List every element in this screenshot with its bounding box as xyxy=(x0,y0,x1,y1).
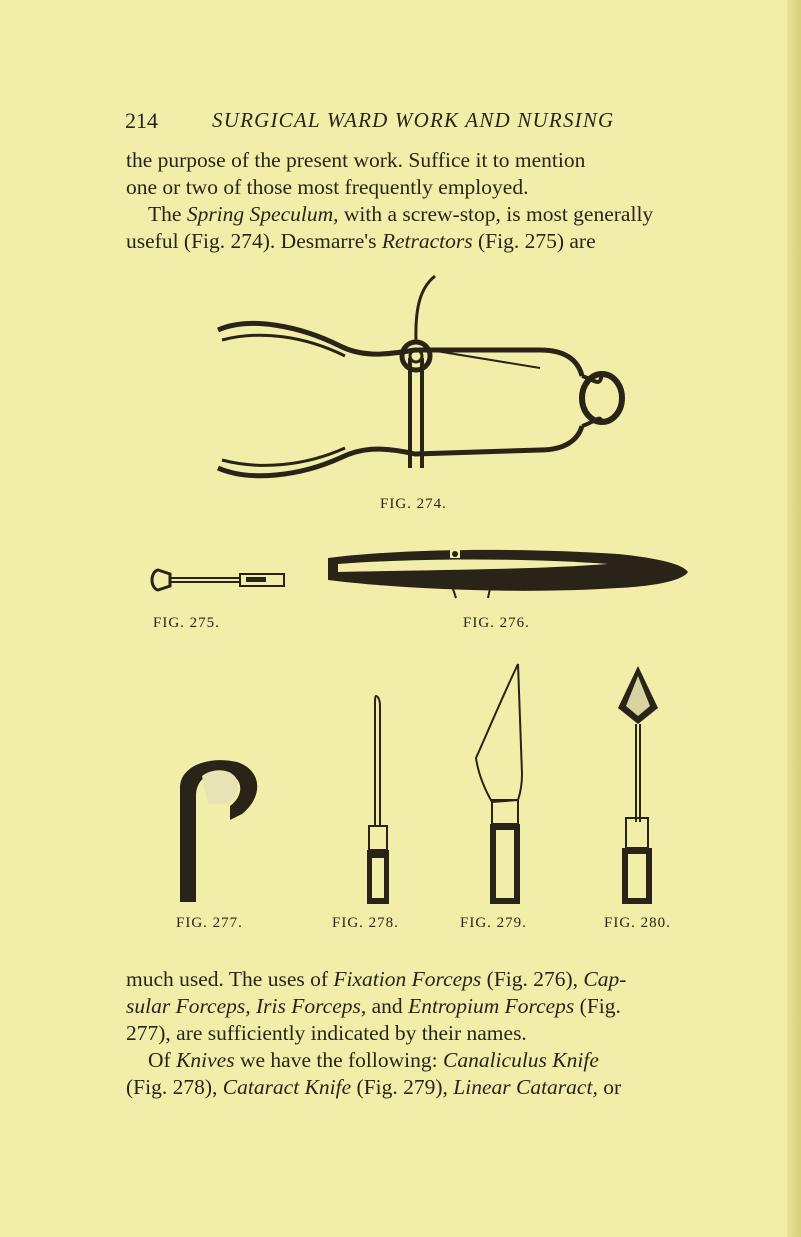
text-span: (Fig. 279), xyxy=(351,1075,454,1099)
emphasis-knives: Knives xyxy=(176,1048,235,1072)
emphasis-forceps-names: sular Forceps, Iris Forceps, xyxy=(126,994,367,1018)
bottom-paragraph xyxy=(126,966,718,1101)
top-paragraph xyxy=(126,147,718,255)
canaliculus-knife-illustration xyxy=(364,696,394,906)
fixation-forceps-illustration xyxy=(328,540,690,604)
text-line xyxy=(126,966,718,993)
text-line xyxy=(126,993,718,1020)
cataract-knife-illustration xyxy=(470,662,526,906)
emphasis-capsular: Cap- xyxy=(583,967,627,991)
text-span: (Fig. 275) are xyxy=(472,229,596,253)
text-span: Of xyxy=(148,1048,177,1072)
text-span: The xyxy=(148,202,187,226)
text-line xyxy=(126,1020,718,1047)
page-header xyxy=(0,108,801,138)
text-span: we have the following: xyxy=(234,1048,443,1072)
text-line xyxy=(126,147,718,174)
emphasis-cataract-knife: Cataract Knife xyxy=(222,1075,352,1099)
text-line xyxy=(126,1074,718,1101)
text-span: with a screw-stop, is most generally xyxy=(338,202,654,226)
text-span: and xyxy=(366,994,409,1018)
emphasis-linear-cataract: Linear Cataract, xyxy=(453,1075,598,1099)
caption-fig-280: FIG. 280. xyxy=(604,915,671,931)
linear-cataract-knife-illustration xyxy=(612,666,662,906)
caption-fig-278: FIG. 278. xyxy=(332,915,399,931)
caption-fig-277: FIG. 277. xyxy=(176,915,243,931)
entropium-forceps-illustration xyxy=(172,756,268,906)
running-title: SURGICAL WARD WORK AND NURSING xyxy=(212,108,615,132)
caption-fig-275: FIG. 275. xyxy=(153,615,220,631)
emphasis-fixation-forceps: Fixation Forceps xyxy=(333,967,482,991)
text-span: the purpose of the present work. Suffice it to mention xyxy=(126,148,586,172)
text-line xyxy=(126,228,718,255)
text-span: useful (Fig. 274). Desmarre's xyxy=(126,229,382,253)
text-span: or xyxy=(597,1075,622,1099)
emphasis-entropium-forceps: Entropium Forceps xyxy=(408,994,575,1018)
text-span: (Fig. 278), xyxy=(126,1075,223,1099)
text-span: (Fig. xyxy=(574,994,621,1018)
retractor-illustration xyxy=(148,566,290,596)
text-span: (Fig. 276), xyxy=(481,967,584,991)
page-number: 214 xyxy=(125,108,158,133)
speculum-illustration xyxy=(210,268,640,508)
text-line xyxy=(126,1047,718,1074)
emphasis-retractors: Retractors xyxy=(381,229,473,253)
page-edge xyxy=(787,0,801,1237)
text-span: one or two of those most frequently employed. xyxy=(126,175,529,199)
caption-fig-276: FIG. 276. xyxy=(463,615,530,631)
caption-fig-279: FIG. 279. xyxy=(460,915,527,931)
emphasis-spring-speculum: Spring Speculum, xyxy=(186,202,339,226)
text-span: much used. The uses of xyxy=(126,967,334,991)
text-line xyxy=(126,174,718,201)
text-line xyxy=(126,201,718,228)
caption-fig-274: FIG. 274. xyxy=(380,496,447,512)
emphasis-canaliculus-knife: Canaliculus Knife xyxy=(442,1048,599,1072)
text-span: 277), are sufficiently indicated by their names. xyxy=(126,1021,527,1045)
